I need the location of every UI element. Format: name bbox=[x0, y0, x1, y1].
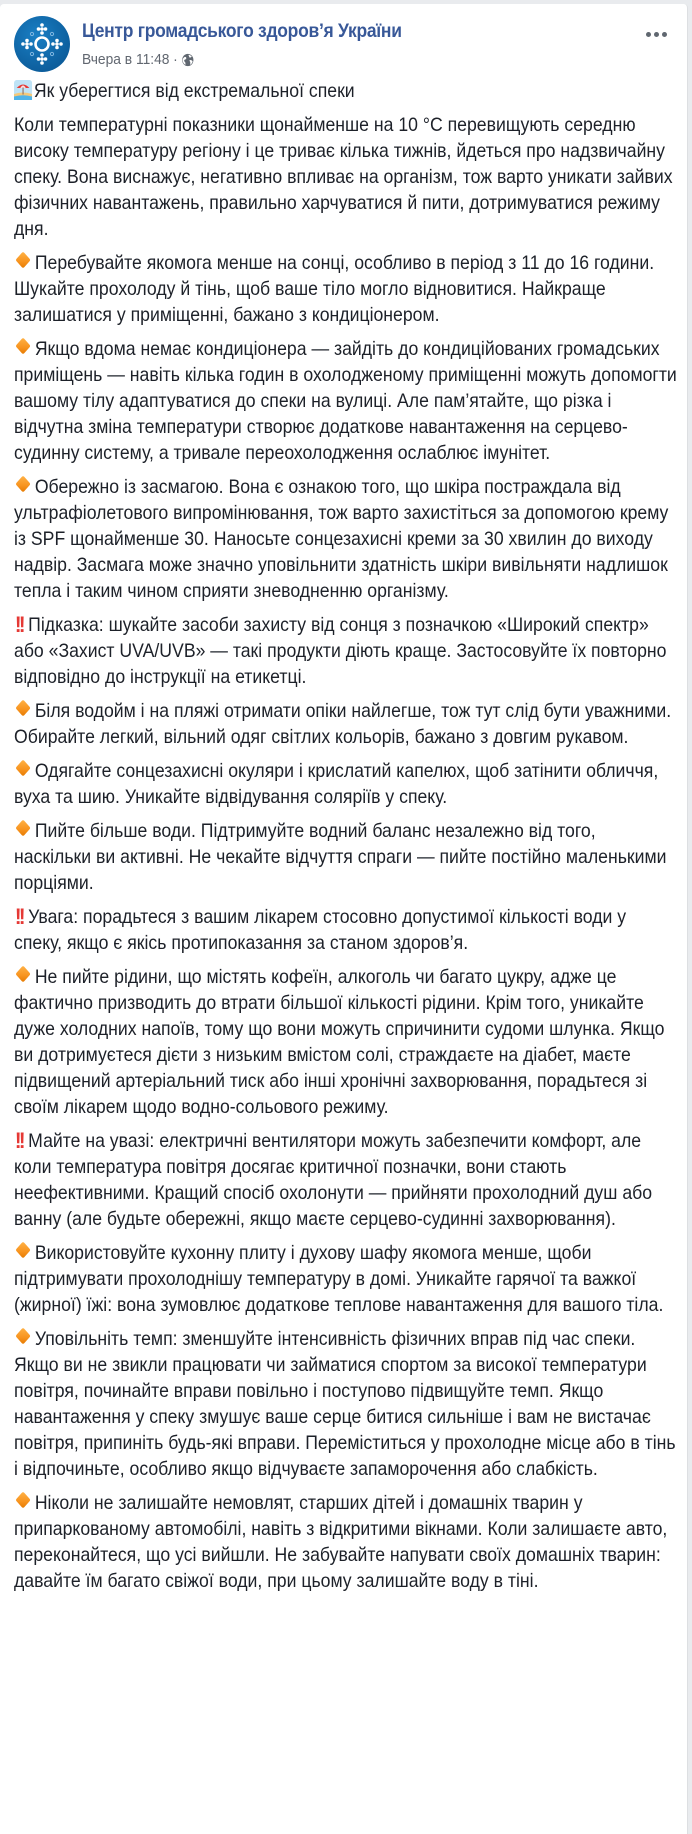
tip-text: Одягайте сонцезахисні окуляри і крислатий капелюх, щоб затінити обличчя, вуха та шию. Уникайте відвідування соляріїв у спеку. bbox=[14, 760, 659, 808]
tip-text: Обережно із засмагою. Вона є ознакою того, що шкіра постраждала від ультрафіолетового випромінювання, тож варто захистіться за допомогою крему із SPF щонайменше 30. Наносьте сонцезахисні креми за 30 хвилин до виходу надвір. Засмага може значно уповільнити здатність шкіри вивільняти надлишок тепла і таким чином сприяти зневодненню організму. bbox=[14, 476, 669, 602]
orange-diamond-icon bbox=[15, 476, 30, 493]
post-header bbox=[0, 4, 687, 78]
more-dot bbox=[654, 32, 659, 37]
tip-paragraph bbox=[14, 818, 677, 896]
post-title bbox=[14, 78, 677, 104]
post-card bbox=[0, 4, 688, 1834]
tip-text: Ніколи не залишайте немовлят, старших дітей і домашніх тварин у припаркованому автомобілі, навіть з відкритими вікнами. Коли залишаєте авто, переконайтеся, що усі вийшли. Не забувайте напувати своїх домашніх тварин: давайте їм багато свіжої води, при цьому залишайте воду в тіні. bbox=[14, 1492, 668, 1592]
hint-paragraph bbox=[14, 612, 677, 690]
tip-paragraph bbox=[14, 698, 677, 750]
title-text: Як уберегтися від екстремальної спеки bbox=[33, 80, 355, 102]
post-body bbox=[0, 78, 687, 1594]
orange-diamond-icon bbox=[15, 1242, 30, 1259]
orange-diamond-icon bbox=[15, 252, 30, 269]
tip-text: Не пийте рідини, що містять кофеїн, алкоголь чи багато цукру, адже це фактично призводить до втрати більшої кількості рідини. Крім того, уникайте дуже холодних напоїв, тому що вони можуть спричинити судоми шлунка. Якщо ви дотримуєтеся дієти з низьким вмістом солі, страждаєте на діабет, маєте підвищений артеріальний тиск або інші хронічні захворювання, порадьтеся зі своїм лікарем щодо водно-сольового режиму. bbox=[14, 966, 665, 1118]
tip-paragraph bbox=[14, 1326, 677, 1482]
tip-paragraph bbox=[14, 758, 677, 810]
post-meta bbox=[82, 51, 194, 68]
double-exclamation-icon: !! bbox=[14, 904, 23, 929]
orange-diamond-icon bbox=[15, 1328, 30, 1345]
tip-text: Перебувайте якомога менше на сонці, особливо в період з 11 до 16 години. Шукайте прохолоду й тінь, щоб ваше тіло могло відновитися. Найкраще залишатися у приміщенні, бажано з кондиціонером. bbox=[14, 252, 655, 326]
orange-diamond-icon bbox=[15, 820, 30, 837]
tip-text: Використовуйте кухонну плиту і духову шафу якомога менше, щоби підтримувати прохолоднішу температуру в домі. Уникайте гарячої та важкої (жирної) їжі: вона зумовлює додаткове теплове навантаження для вашого тіла. bbox=[14, 1242, 664, 1316]
tip-paragraph bbox=[14, 1240, 677, 1318]
orange-diamond-icon bbox=[15, 966, 30, 983]
warning-text: Майте на увазі: електричні вентилятори можуть забезпечити комфорт, але коли температура повітря досягає критичної позначки, вони стають неефективними. Кращий спосіб охолонути — прийняти прохолодний душ або ванну (але будьте обережні, якщо маєте серцево-судинні захворювання). bbox=[14, 1130, 653, 1230]
meta-separator: · bbox=[173, 51, 178, 68]
page-avatar[interactable] bbox=[14, 16, 70, 72]
globe-icon[interactable] bbox=[181, 53, 194, 67]
intro-paragraph: Коли температурні показники щонайменше на 10 °C перевищують середню високу температуру регіону і це триває кілька тижнів, йдеться про надзвичайну спеку. Вона виснажує, негативно впливає на організм, тож варто уникати зайвих фізичних навантажень, правильно харчуватися й пити, дотримуватися режиму дня. bbox=[14, 114, 673, 240]
hint-text: Підказка: шукайте засоби захисту від сонця з позначкою «Широкий спектр» або «Захист UVA/UVB» — такі продукти діють краще. Застосовуйте їх повторно відповідно до інструкції на етикетці. bbox=[14, 614, 667, 688]
more-dot bbox=[646, 32, 651, 37]
tip-paragraph bbox=[14, 250, 677, 328]
warning-paragraph bbox=[14, 1128, 677, 1232]
tip-paragraph bbox=[14, 474, 677, 604]
tip-paragraph bbox=[14, 336, 677, 466]
orange-diamond-icon bbox=[15, 700, 30, 717]
double-exclamation-icon: !! bbox=[14, 612, 23, 637]
more-dot bbox=[662, 32, 667, 37]
tip-text: Уповільніть темп: зменшуйте інтенсивність фізичних вправ під час спеки. Якщо ви не звикли працювати чи займатися спортом за високої температури повітря, починайте вправи повільно і поступово підвищуйте темп. Якщо навантаження у спеку змушує ваше серце битися сильніше і вам не вистачає повітря, припиніть будь-які вправи. Переміститься у прохолодне місце або в тінь і відпочиньте, особливо якщо відчуваєте запаморочення або слабкість. bbox=[14, 1328, 676, 1480]
warning-paragraph bbox=[14, 904, 677, 956]
tip-text: Пийте більше води. Підтримуйте водний баланс незалежно від того, наскільки ви активні. Не чекайте відчуття спраги — пийте постійно маленькими порціями. bbox=[14, 820, 667, 894]
tip-paragraph bbox=[14, 964, 677, 1120]
beach-umbrella-icon bbox=[14, 80, 32, 100]
warning-text: Увага: порадьтеся з вашим лікарем стосовно допустимої кількості води у спеку, якщо є якісь протипоказання за станом здоров’я. bbox=[14, 906, 627, 954]
tip-paragraph bbox=[14, 1490, 677, 1594]
double-exclamation-icon: !! bbox=[14, 1128, 23, 1153]
post-timestamp[interactable]: Вчера в 11:48 bbox=[82, 51, 170, 68]
page-name-link[interactable]: Центр громадського здоров’я України bbox=[82, 21, 402, 42]
orange-diamond-icon bbox=[15, 760, 30, 777]
tip-text: Якщо вдома немає кондиціонера — зайдіть до кондиційованих громадських приміщень — навіть кілька годин в охолодженому приміщенні можуть допомогти вашому тілу адаптуватися до спеки на вулиці. Але пам’ятайте, що різка і відчутна зміна температури створює додаткове навантаження на серцево-судинну систему, а тривале переохолодження ослаблює імунітет. bbox=[14, 338, 677, 464]
orange-diamond-icon bbox=[15, 338, 30, 355]
tip-text: Біля водойм і на пляжі отримати опіки найлегше, тож тут слід бути уважними. Обирайте легкий, вільний одяг світлих кольорів, бажано з довгим рукавом. bbox=[14, 700, 672, 748]
cgz-logo-icon bbox=[14, 16, 70, 72]
more-options-button[interactable] bbox=[642, 28, 671, 41]
orange-diamond-icon bbox=[15, 1492, 30, 1509]
